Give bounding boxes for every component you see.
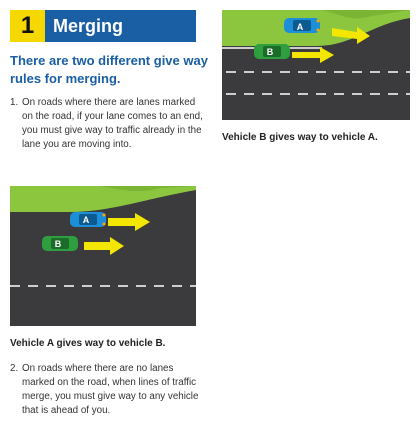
diagram-no-lanes-merge (10, 186, 196, 326)
diagram-no-lanes-merge-illustration (10, 186, 196, 326)
rule-text: On roads where there are no lanes marked on the road, when lines of traffic merge, you must give way to any vehicle that is ahead of you. (22, 363, 199, 416)
vehicle-a-label: A (296, 22, 304, 32)
section-number: 1 (10, 10, 45, 42)
diagram-caption-1: Vehicle B gives way to vehicle A. (222, 132, 378, 143)
diagram-lane-merge (222, 10, 410, 120)
diagram-lane-merge-illustration (222, 10, 410, 120)
subheading: There are two different give way rules for merging. (10, 53, 208, 86)
section-title: Merging (53, 15, 123, 36)
rule-item-1 (10, 96, 205, 152)
section-header (10, 10, 196, 42)
diagram-caption-2: Vehicle A gives way to vehicle B. (10, 338, 166, 349)
rule-number: 1. (10, 97, 19, 108)
vehicle-b-label: B (54, 239, 62, 249)
rule-number: 2. (10, 363, 19, 374)
rule-item-2 (10, 362, 205, 418)
vehicle-a-label: A (82, 215, 90, 225)
rule-text: On roads where there are lanes marked on the road, if your lane comes to an end, you must give way to traffic already in the lane you are moving into. (22, 97, 203, 150)
vehicle-b-label: B (266, 47, 274, 57)
